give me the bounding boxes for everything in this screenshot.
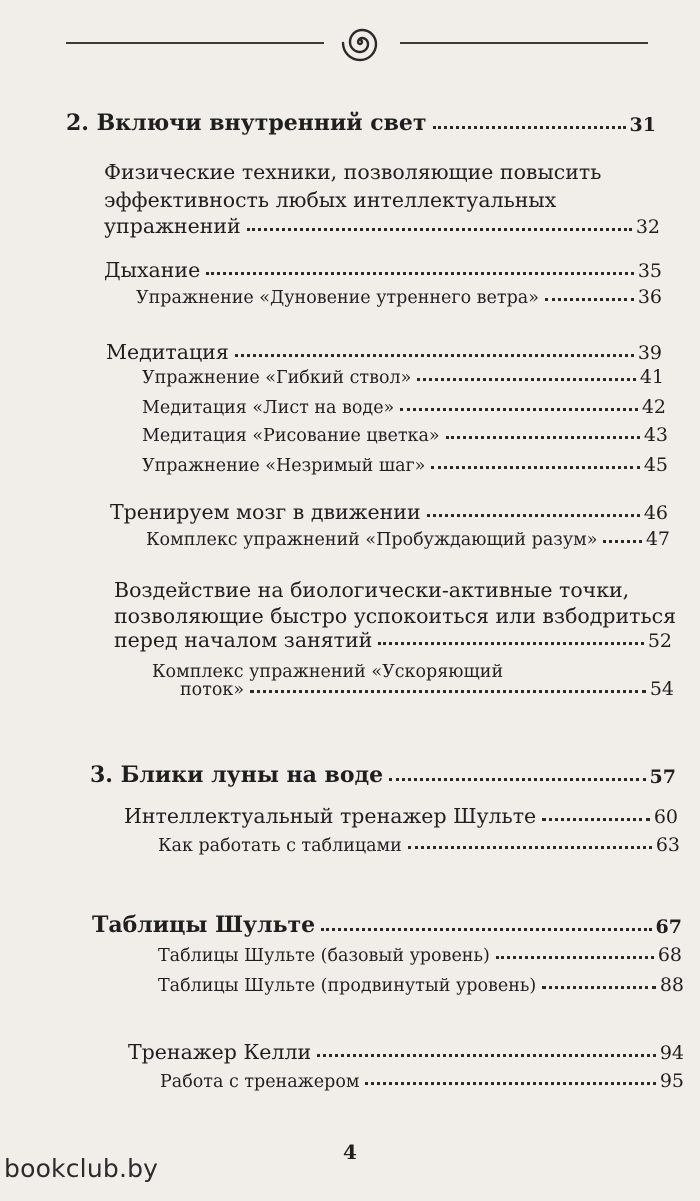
dot-leader	[603, 540, 641, 543]
entry-title: Упражнение «Незримый шаг»	[142, 456, 426, 476]
toc-entry-physical[interactable]	[104, 214, 660, 238]
toc-entry-kelly-work[interactable]	[160, 1070, 684, 1092]
entry-page: 60	[653, 806, 678, 828]
spiral-icon	[336, 18, 384, 66]
toc-entry-schulte-trainer[interactable]	[124, 804, 678, 828]
entry-page: 67	[655, 916, 682, 938]
dot-leader	[378, 642, 643, 645]
dot-leader	[431, 466, 639, 469]
entry-title: Таблицы Шульте (базовый уровень)	[158, 946, 490, 966]
toc-entry-brain[interactable]	[110, 500, 668, 524]
dot-leader	[365, 1082, 655, 1085]
toc-entry-section-3[interactable]	[90, 762, 676, 788]
entry-title: Работа с тренажером	[160, 1072, 360, 1092]
dot-leader	[206, 272, 634, 275]
toc-entry-leaf[interactable]	[142, 396, 666, 418]
entry-title: Комплекс упражнений «Пробуждающий разум»	[146, 530, 598, 550]
toc-entry-breathing[interactable]	[104, 258, 662, 282]
toc-entry-trunk[interactable]	[142, 366, 664, 388]
entry-page: 54	[649, 678, 674, 700]
toc-entry-meditation[interactable]	[106, 340, 662, 364]
toc-entry-points[interactable]	[114, 628, 672, 652]
entry-title: Медитация	[106, 340, 229, 364]
entry-page: 32	[635, 216, 660, 238]
entry-title: Тренируем мозг в движении	[110, 500, 421, 524]
dot-leader	[446, 436, 640, 439]
dot-leader	[542, 818, 650, 821]
toc-entry-step[interactable]	[142, 454, 668, 476]
entry-page: 43	[643, 424, 668, 446]
entry-title: Интеллектуальный тренажер Шульте	[124, 804, 537, 828]
entry-page: 39	[637, 342, 662, 364]
toc-entry-advanced[interactable]	[158, 974, 684, 996]
entry-title: Как работать с таблицами	[158, 836, 402, 856]
entry-page: 41	[639, 366, 664, 388]
entry-title: Медитация «Рисование цветка»	[142, 426, 440, 446]
entry-title: Таблицы Шульте (продвинутый уровень)	[158, 976, 537, 996]
entry-title: Медитация «Лист на воде»	[142, 398, 395, 418]
entry-title: упражнений	[104, 214, 241, 238]
toc-entry-points-line2: позволяющие быстро успокоиться или взбодриться	[114, 604, 677, 628]
entry-page: 57	[649, 766, 676, 788]
dot-leader	[427, 514, 640, 517]
entry-title: 2. Включи внутренний свет	[66, 110, 427, 136]
toc-entry-awakening[interactable]	[146, 528, 670, 550]
entry-page: 31	[629, 114, 656, 136]
toc-entry-flower[interactable]	[142, 424, 668, 446]
toc-entry-kelly[interactable]	[128, 1040, 684, 1064]
entry-page: 88	[659, 974, 684, 996]
entry-title: перед началом занятий	[114, 628, 373, 652]
page-number: 4	[343, 1140, 357, 1164]
toc-entry-schulte-tables[interactable]	[92, 912, 682, 938]
entry-page: 46	[643, 502, 668, 524]
toc-entry-points-line1: Воздействие на биологически-активные точки,	[114, 578, 630, 602]
header-rule-right	[400, 42, 648, 44]
toc-entry-physical-line1: Физические техники, позволяющие повысить	[104, 160, 602, 184]
dot-leader	[417, 378, 635, 381]
dot-leader	[235, 354, 634, 357]
toc-entry-breeze[interactable]	[136, 286, 662, 308]
entry-page: 36	[637, 286, 662, 308]
toc-entry-section-2[interactable]	[66, 110, 656, 136]
entry-page: 47	[645, 528, 670, 550]
entry-title: Упражнение «Дуновение утреннего ветра»	[136, 288, 539, 308]
dot-leader	[433, 126, 626, 129]
entry-title: 3. Блики луны на воде	[90, 762, 384, 788]
toc-entry-flow[interactable]	[180, 678, 674, 700]
toc-entry-basic[interactable]	[158, 944, 682, 966]
dot-leader	[321, 928, 651, 931]
dot-leader	[542, 986, 656, 989]
dot-leader	[247, 228, 632, 231]
toc-entry-how-to[interactable]	[158, 834, 680, 856]
entry-page: 45	[643, 454, 668, 476]
entry-page: 63	[655, 834, 680, 856]
dot-leader	[389, 778, 645, 781]
dot-leader	[496, 956, 654, 959]
entry-page: 42	[641, 396, 666, 418]
toc-entry-physical-line2: эффективность любых интеллектуальных	[104, 188, 557, 212]
entry-title: Дыхание	[104, 258, 201, 282]
entry-page: 52	[647, 630, 672, 652]
header-rule-left	[66, 42, 324, 44]
entry-title: Таблицы Шульте	[92, 912, 316, 938]
entry-page: 35	[637, 260, 662, 282]
watermark: bookclub.by	[4, 1154, 159, 1183]
dot-leader	[545, 298, 634, 301]
entry-page: 95	[659, 1070, 684, 1092]
entry-title: Упражнение «Гибкий ствол»	[142, 368, 412, 388]
dot-leader	[408, 846, 652, 849]
dot-leader	[250, 690, 646, 693]
dot-leader	[400, 408, 638, 411]
entry-title: Тренажер Келли	[128, 1040, 312, 1064]
entry-page: 68	[657, 944, 682, 966]
entry-title: поток»	[180, 680, 245, 700]
entry-page: 94	[659, 1042, 684, 1064]
toc-entry-flow-line1: Комплекс упражнений «Ускоряющий	[152, 662, 504, 682]
dot-leader	[317, 1054, 656, 1057]
